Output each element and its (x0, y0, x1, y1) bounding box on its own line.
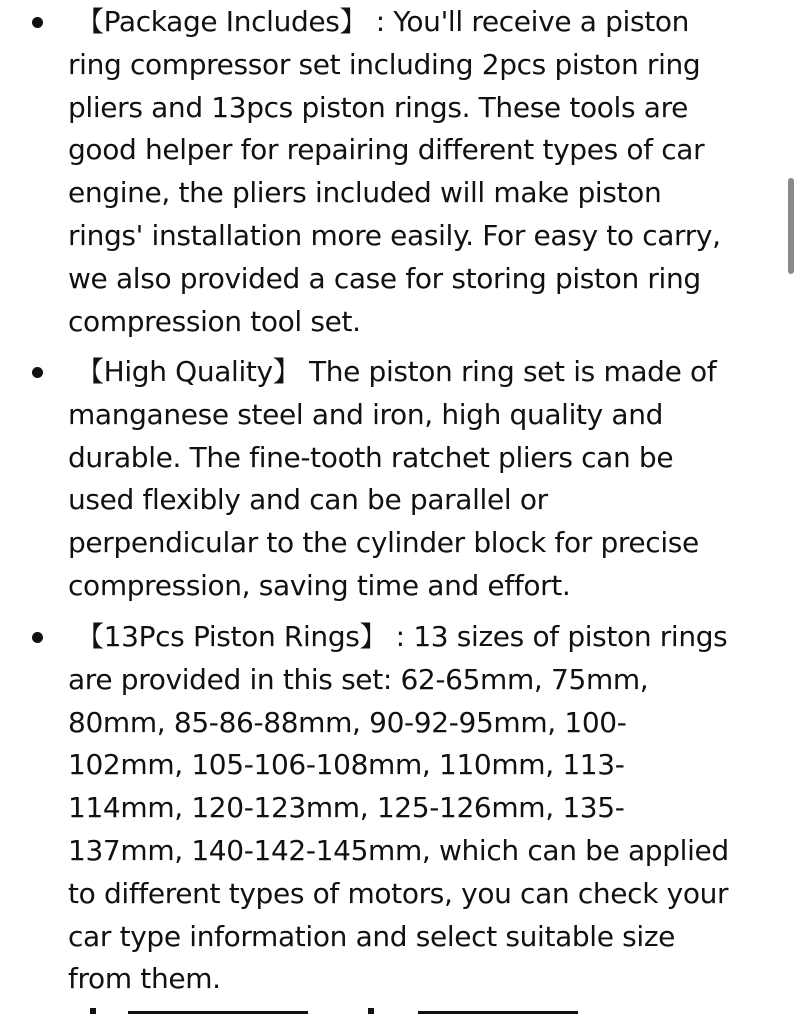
bullet-line: 102mm, 105-106-108mm, 110mm, 113- (68, 748, 625, 782)
bullet-line: 137mm, 140-142-145mm, which can be applied (68, 833, 729, 867)
bullet-text (68, 351, 780, 608)
bullet-line: used flexibly and can be parallel or (68, 483, 548, 517)
bullet-line: durable. The fine-tooth ratchet pliers can be (68, 440, 674, 474)
bullet-line: car type information and select suitable size (68, 919, 676, 953)
bullet-line: engine, the pliers included will make piston (68, 176, 662, 210)
bullet-dot-icon (32, 17, 43, 28)
bullet-line: 【High Quality】 The piston ring set is made of (76, 355, 717, 388)
bullet-line: to different types of motors, you can check your (68, 876, 729, 910)
bullet-line: from them. (68, 962, 221, 996)
bullet-line: 【13Pcs Piston Rings】 : 13 sizes of piston rings (76, 620, 728, 653)
bullet-line: 【Package Includes】 : You'll receive a piston (76, 5, 690, 38)
bullet-line: pliers and 13pcs piston rings. These tools are (68, 90, 688, 124)
bullet-line: perpendicular to the cylinder block for precise (68, 526, 699, 560)
bullet-line: 114mm, 120-123mm, 125-126mm, 135- (68, 791, 625, 825)
bullet-line: ring compressor set including 2pcs piston ring (68, 47, 701, 81)
bullet-line: compression tool set. (68, 304, 361, 338)
bullet-line: are provided in this set: 62-65mm, 75mm, (68, 662, 649, 696)
bullet-line: rings' installation more easily. For easy to carry, (68, 218, 721, 252)
next-bullet-cutoff (68, 1008, 588, 1016)
bullet-line: 80mm, 85-86-88mm, 90-92-95mm, 100- (68, 705, 627, 739)
scrollbar-thumb[interactable] (788, 178, 794, 274)
bullet-line: we also provided a case for storing piston ring (68, 261, 701, 295)
bullet-line: manganese steel and iron, high quality and (68, 397, 664, 431)
bullet-dot-icon (32, 367, 43, 378)
bullet-text (68, 1, 780, 343)
bullet-line: good helper for repairing different types of car (68, 133, 705, 167)
bullet-text (68, 616, 780, 1001)
bullet-line: compression, saving time and effort. (68, 568, 571, 602)
bullet-dot-icon (32, 632, 43, 643)
